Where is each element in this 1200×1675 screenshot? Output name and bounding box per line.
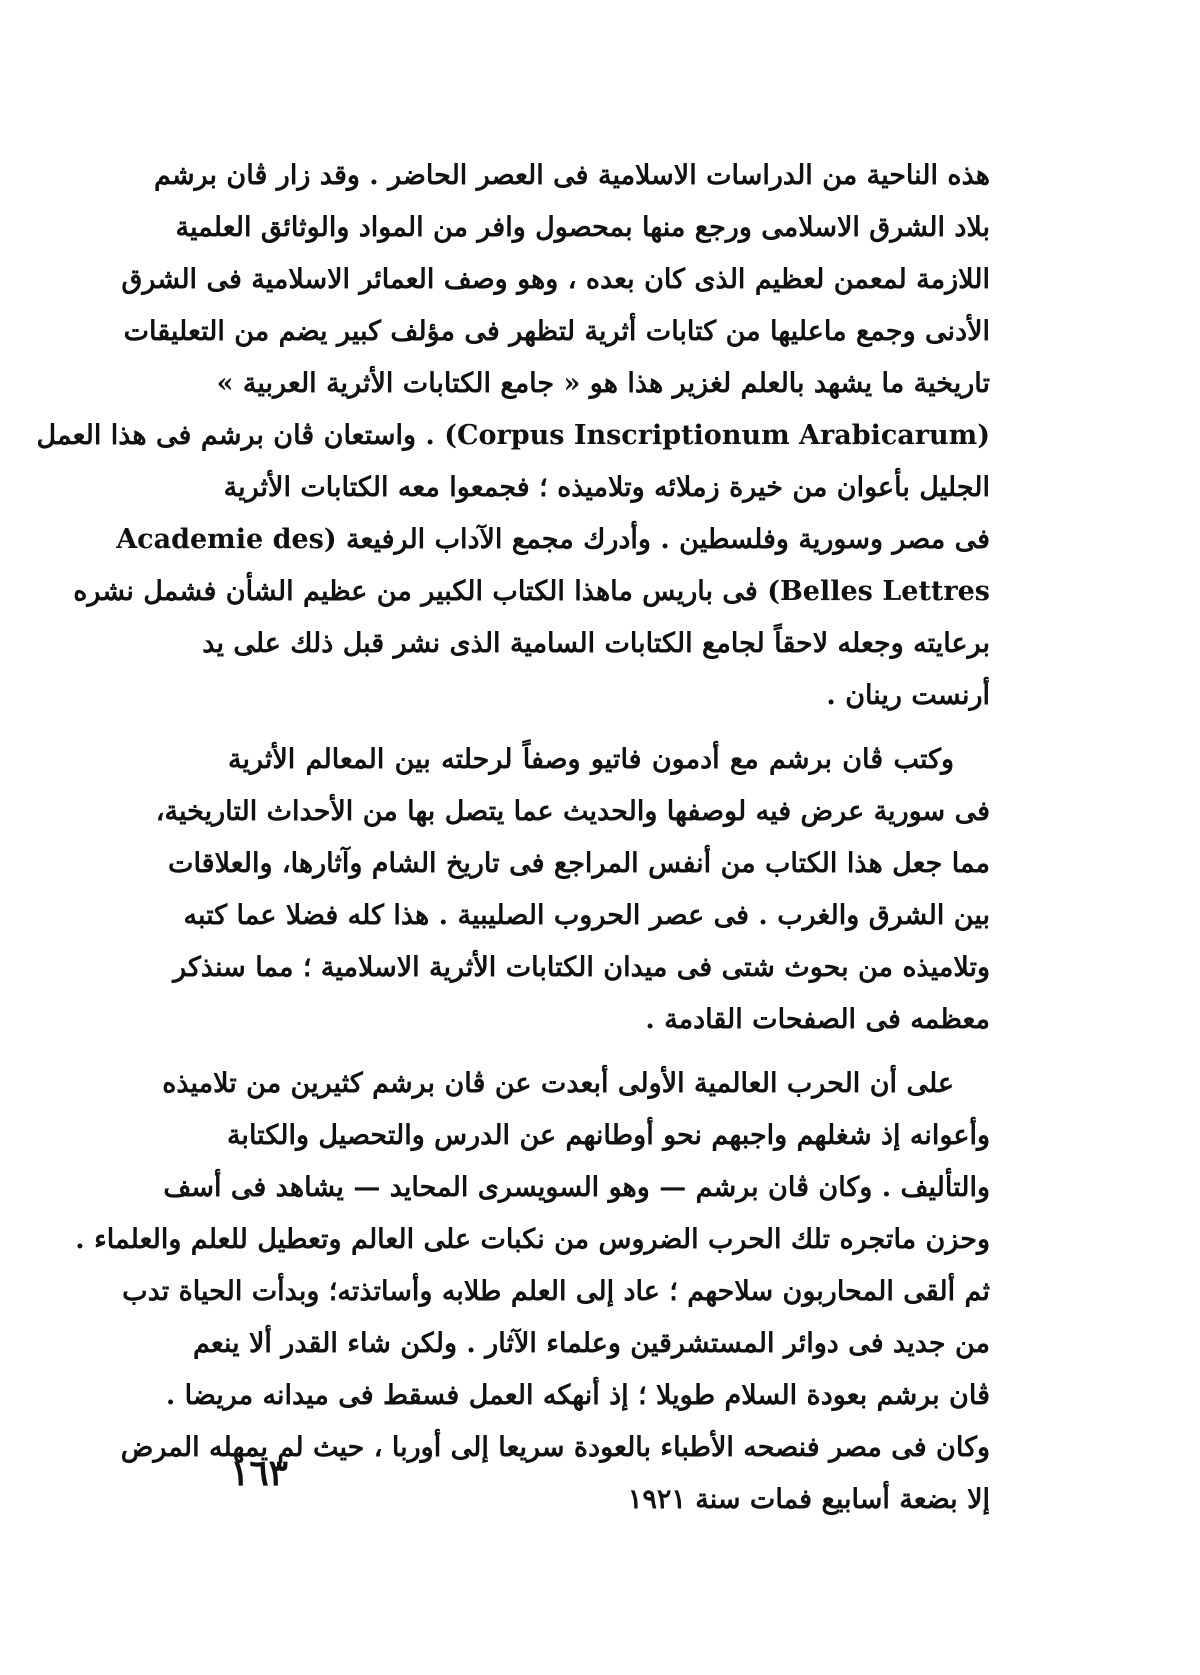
text-line: الجليل بأعوان من خيرة زملائه وتلاميذه ؛ فجمعوا معه الكتابات الأثرية xyxy=(223,472,990,503)
text-line: وأعوانه إذ شغلهم واجبهم نحو أوطانهم عن الدرس والتحصيل والكتابة xyxy=(226,1120,990,1151)
text-line: معظمه فى الصفحات القادمة . xyxy=(645,1004,990,1035)
text-line: على أن الحرب العالمية الأولى أبعدت عن ڤان برشم كثيرين من تلاميذه xyxy=(162,1068,954,1099)
text-line: والتأليف . وكان ڤان برشم — وهو السويسرى المحايد — يشاهد فى أسف xyxy=(163,1172,990,1203)
text-line: (Corpus Inscriptionum Arabicarum) . واستعان ڤان برشم فى هذا العمل xyxy=(36,420,990,451)
paragraph-1 xyxy=(36,150,990,722)
paragraph-gap xyxy=(228,722,990,734)
body-text xyxy=(36,150,990,1526)
text-line: من جديد فى دوائر المستشرقين وعلماء الآثار . ولكن شاء القدر ألا ينعم xyxy=(192,1328,990,1359)
paragraph-2 xyxy=(155,734,990,1046)
text-line: ڤان برشم بعودة السلام طويلا ؛ إذ أنهكه العمل فسقط فى ميدانه مريضا . xyxy=(165,1380,990,1411)
page-number: ١٦٣ xyxy=(230,1452,289,1494)
text-line: برعايته وجعله لاحقاً لجامع الكتابات السامية الذى نشر قبل ذلك على يد xyxy=(202,628,990,659)
text-line: وحزن ماتجره تلك الحرب الضروس من نكبات على العالم وتعطيل للعلم والعلماء . xyxy=(75,1224,990,1255)
text-line: فى مصر وسورية وفلسطين . وأدرك مجمع الآداب الرفيعة (Academie des xyxy=(116,524,990,555)
text-line: Belles Lettres) فى باريس ماهذا الكتاب الكبير من عظيم الشأن فشمل نشره xyxy=(73,576,990,607)
text-line: ثم ألقى المحاربون سلاحهم ؛ عاد إلى العلم طلابه وأساتذته؛ وبدأت الحياة تدب xyxy=(122,1276,990,1307)
text-line: هذه الناحية من الدراسات الاسلامية فى العصر الحاضر . وقد زار ڤان برشم xyxy=(154,160,990,191)
text-line: مما جعل هذا الكتاب من أنفس المراجع فى تاريخ الشام وآثارها، والعلاقات xyxy=(168,848,990,879)
text-line: أرنست رينان . xyxy=(826,680,990,711)
text-line: بين الشرق والغرب . فى عصر الحروب الصليبية . هذا كله فضلا عما كتبه xyxy=(183,900,990,931)
text-line: الأدنى وجمع ماعليها من كتابات أثرية لتظهر فى مؤلف كبير يضم من التعليقات xyxy=(123,316,990,347)
text-line: اللازمة لمعمن لعظيم الذى كان بعده ، وهو وصف العمائر الاسلامية فى الشرق xyxy=(121,264,990,295)
text-line: تاريخية ما يشهد بالعلم لغزير هذا هو « جامع الكتابات الأثرية العربية » xyxy=(216,368,990,399)
text-line: وكتب ڤان برشم مع أدمون فاتيو وصفاً لرحلته بين المعالم الأثرية xyxy=(228,744,954,775)
text-line: بلاد الشرق الاسلامى ورجع منها بمحصول وافر من المواد والوثائق العلمية xyxy=(175,212,990,243)
text-line: إلا بضعة أسابيع فمات سنة ١٩٢١ xyxy=(627,1484,990,1515)
text-line: فى سورية عرض فيه لوصفها والحديث عما يتصل بها من الأحداث التاريخية، xyxy=(155,796,990,827)
paragraph-gap xyxy=(228,1046,990,1058)
paragraph-3 xyxy=(75,1058,990,1526)
text-line: وكان فى مصر فنصحه الأطباء بالعودة سريعا إلى أوربا ، حيث لم يمهله المرض xyxy=(120,1432,990,1463)
text-line: وتلاميذه من بحوث شتى فى ميدان الكتابات الأثرية الاسلامية ؛ مما سنذكر xyxy=(173,952,990,983)
